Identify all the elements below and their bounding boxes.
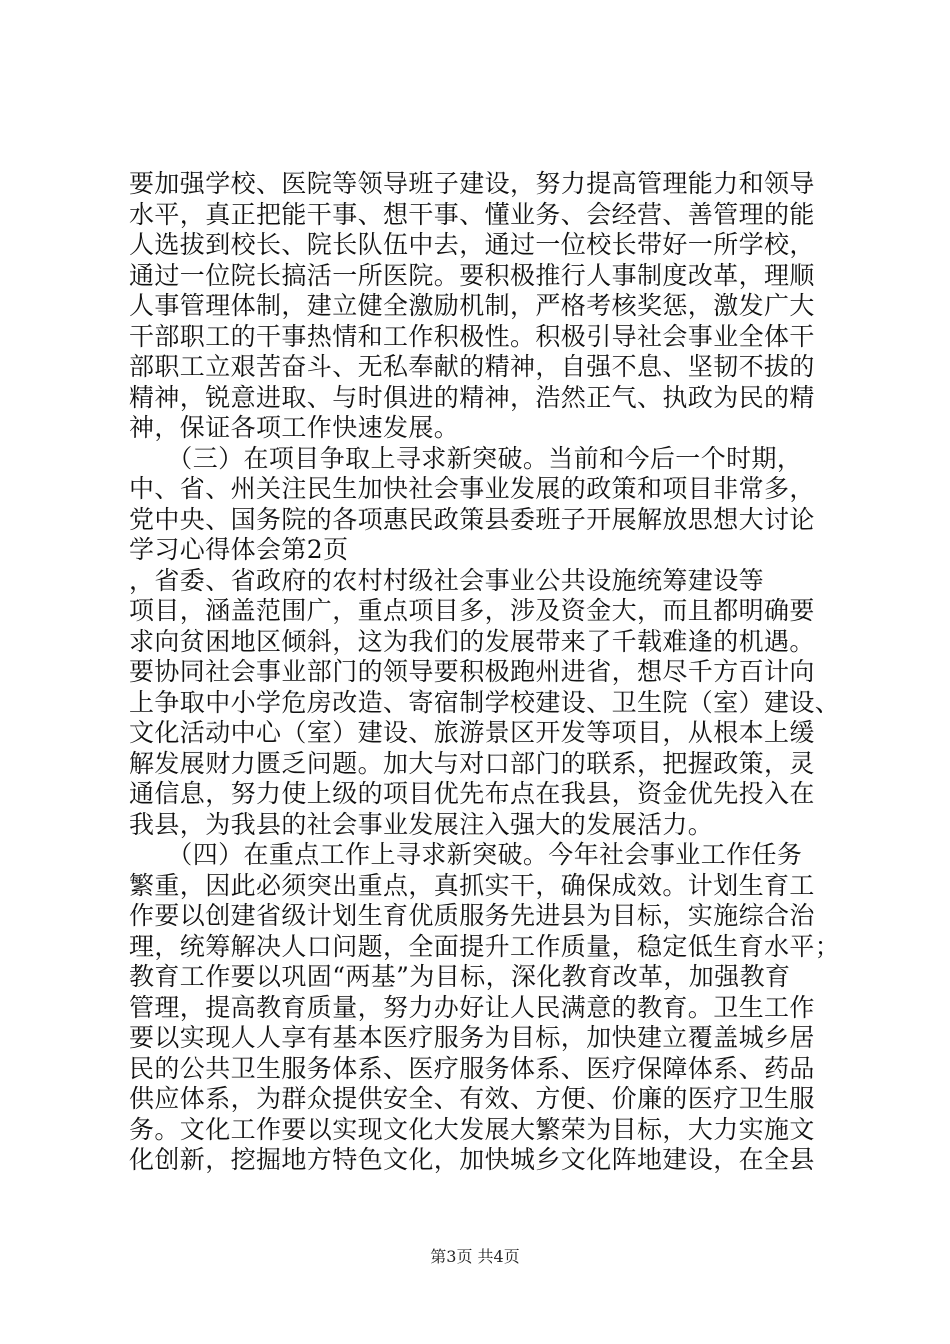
body-text [129,169,841,1176]
text-line: 管理，提高教育质量，努力办好让人民满意的教育。卫生工作 [129,992,815,1022]
text-line: 作要以创建省级计划生育优质服务先进县为目标，实施综合治 [129,901,815,930]
text-line: 人选拔到校长、院长队伍中去，通过一位校长带好一所学校， [129,230,815,259]
text-line: 干部职工的干事热情和工作积极性。积极引导社会事业全体干 [129,321,815,351]
text-line: 要加强学校、医院等领导班子建设，努力提高管理能力和领导 [129,169,815,198]
text-line: 人事管理体制，建立健全激励机制，严格考核奖惩，激发广大 [129,291,815,320]
text-line: 水平，真正把能干事、想干事、懂业务、会经营、善管理的能 [129,199,815,229]
text-line: 学习心得体会第2页 [129,535,349,564]
text-line: 上争取中小学危房改造、寄宿制学校建设、卫生院（室）建设、 [129,687,841,717]
text-line: 繁重，因此必须突出重点，真抓实干，确保成效。计划生育工 [129,870,815,900]
text-line: 民的公共卫生服务体系、医疗服务体系、医疗保障体系、药品 [129,1053,815,1083]
text-line: 项目，涵盖范围广，重点项目多，涉及资金大，而且都明确要 [129,596,815,625]
text-line: 通信息，努力使上级的项目优先布点在我县，资金优先投入在 [129,779,815,808]
text-line: 要以实现人人享有基本医疗服务为目标，加快建立覆盖城乡居 [129,1023,815,1052]
text-line: 务。文化工作要以实现文化大发展大繁荣为目标，大力实施文 [129,1114,815,1144]
text-line: 中、省、州关注民生加快社会事业发展的政策和项目非常多， [129,474,815,503]
page-number-label: 第3页 共4页 [430,1247,520,1266]
text-line: 通过一位院长搞活一所医院。要积极推行人事制度改革，理顺 [129,260,815,290]
text-line: 神，保证各项工作快速发展。 [129,413,460,442]
text-line: 部职工立艰苦奋斗、无私奉献的精神，自强不息、坚韧不拔的 [129,352,815,381]
text-line: 要协同社会事业部门的领导要积极跑州进省，想尽千方百计向 [129,657,815,686]
text-line: 理，统筹解决人口问题，全面提升工作质量，稳定低生育水平； [129,931,841,961]
text-line: 党中央、国务院的各项惠民政策县委班子开展解放思想大讨论 [129,504,815,534]
text-line: ，省委、省政府的农村村级社会事业公共设施统筹建设等 [129,565,765,595]
text-line: （三）在项目争取上寻求新突破。当前和今后一个时期， [129,443,803,473]
text-line: 求向贫困地区倾斜，这为我们的发展带来了千载难逢的机遇。 [129,626,815,656]
text-line: 精神，锐意进取、与时俱进的精神，浩然正气、执政为民的精 [129,382,815,412]
text-line: 解发展财力匮乏问题。加大与对口部门的联系，把握政策，灵 [129,748,815,778]
text-line: 化创新，挖掘地方特色文化，加快城乡文化阵地建设，在全县 [129,1145,815,1174]
text-line: 我县，为我县的社会事业发展注入强大的发展活力。 [129,809,714,839]
text-line: 供应体系，为群众提供安全、有效、方便、价廉的医疗卫生服 [129,1084,815,1113]
text-line: （四）在重点工作上寻求新突破。今年社会事业工作任务 [129,840,803,869]
text-line: 教育工作要以巩固“两基”为目标，深化教育改革，加强教育 [129,962,791,991]
page-footer [0,1244,950,1267]
text-line: 文化活动中心（室）建设、旅游景区开发等项目，从根本上缓 [129,718,815,747]
